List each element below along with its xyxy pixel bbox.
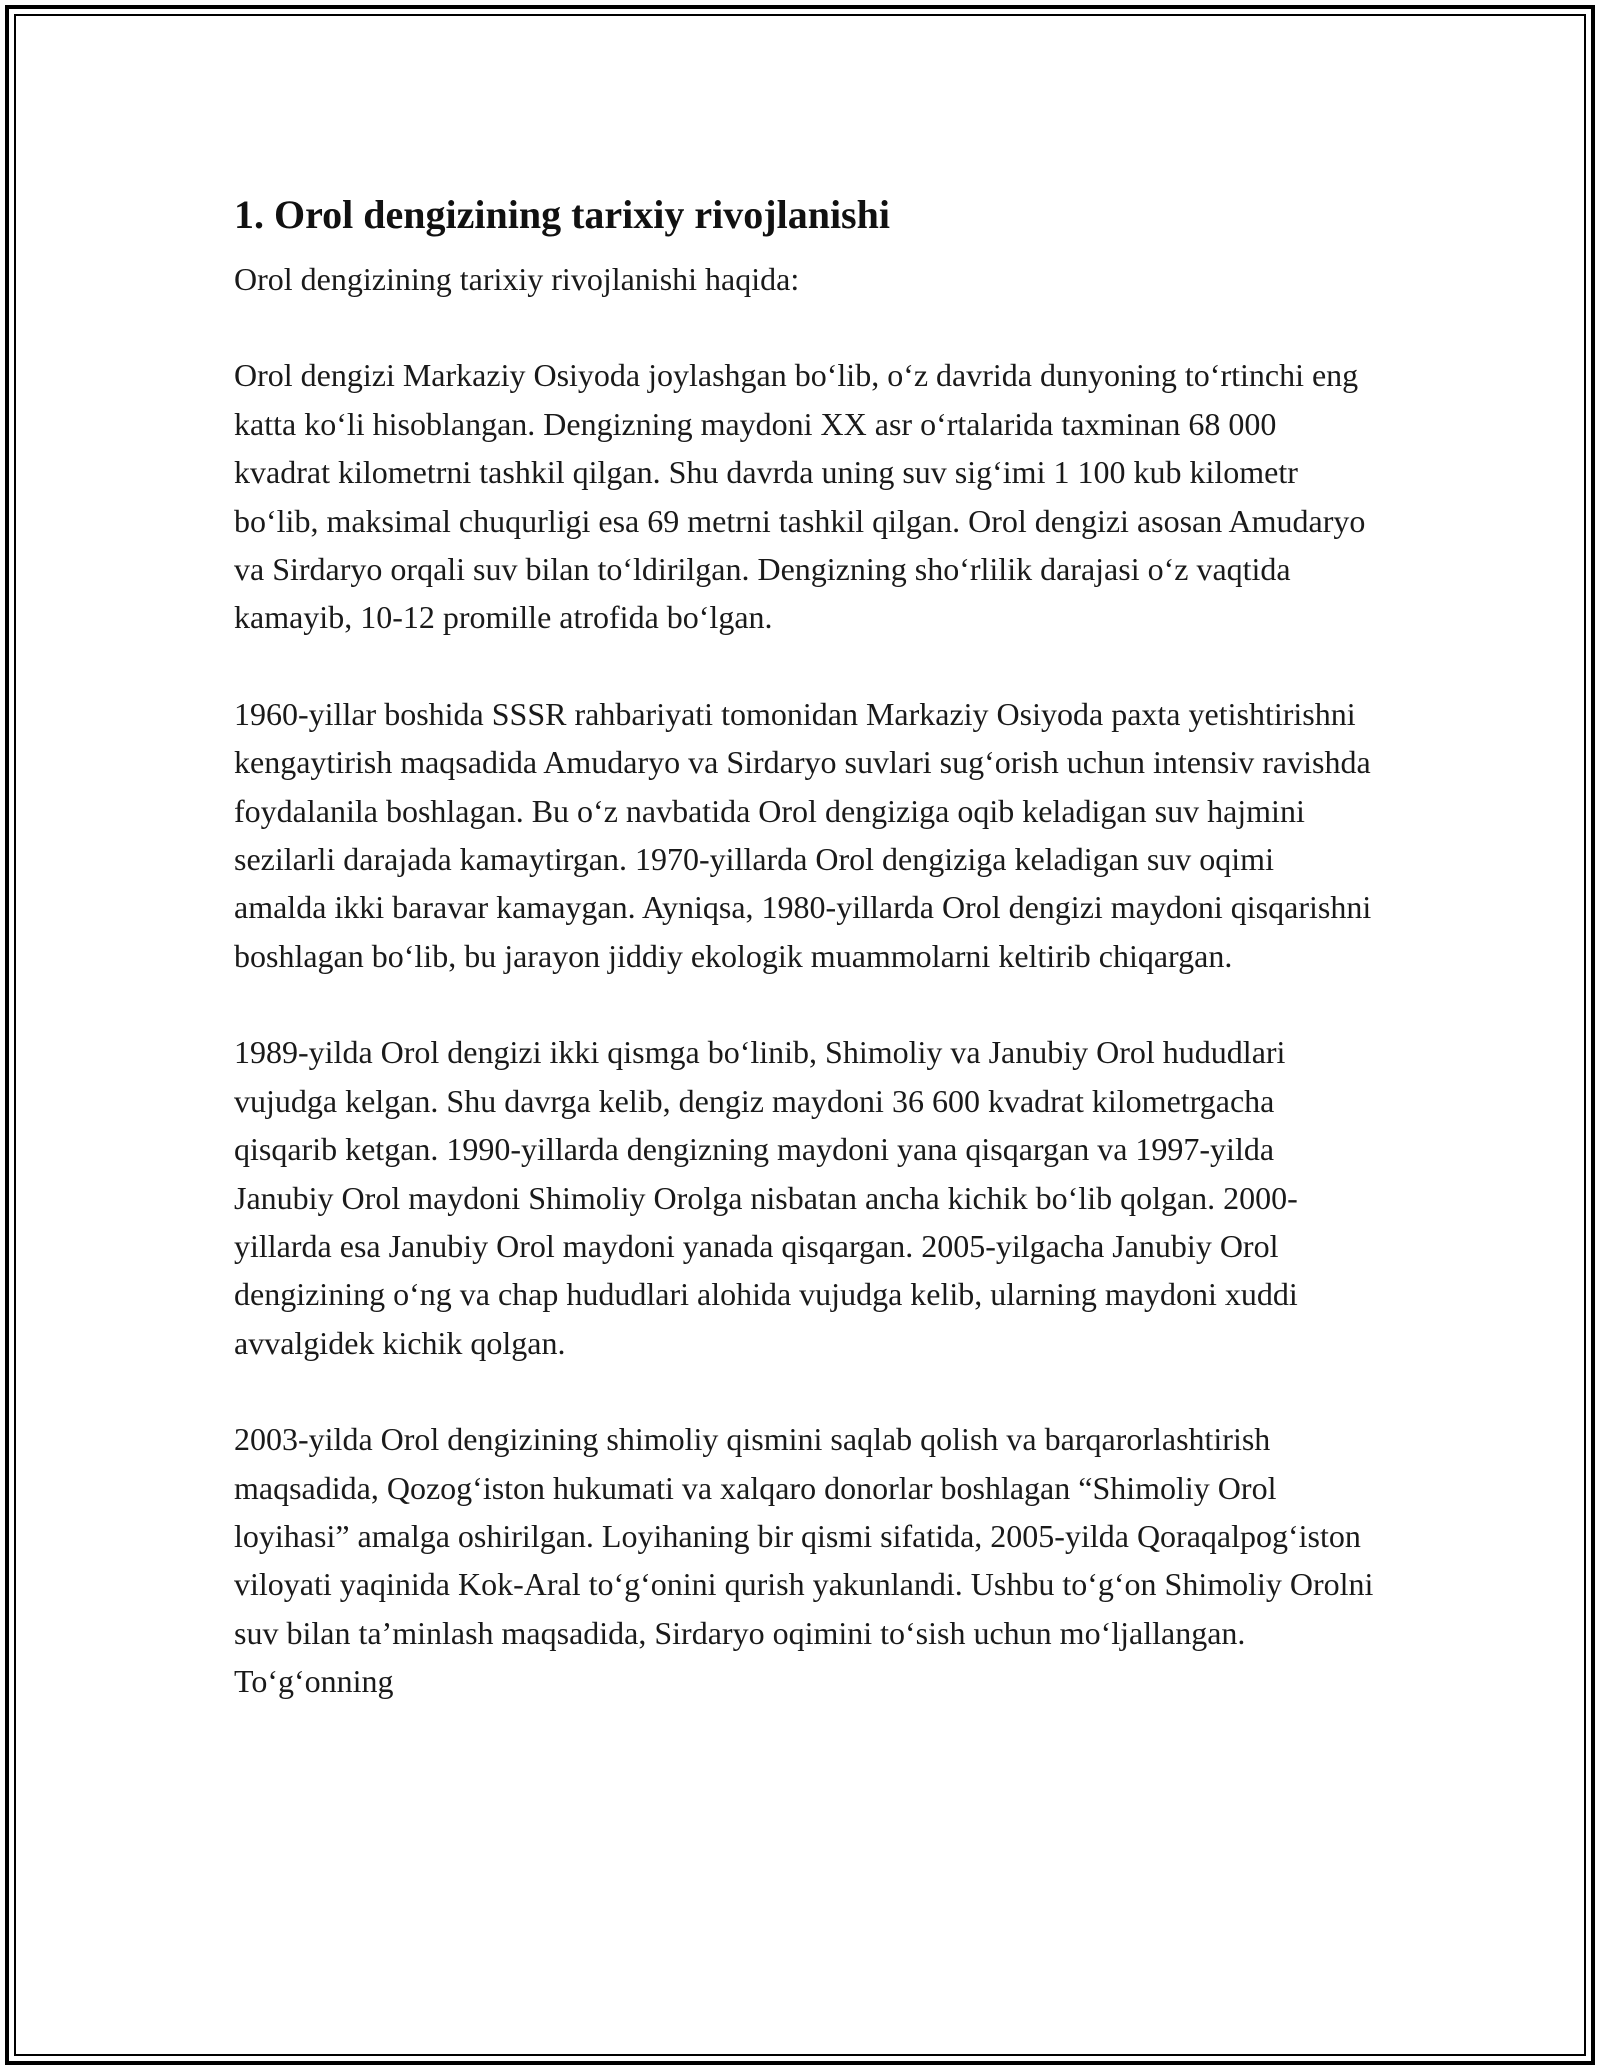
section-title: 1. Orol dengizining tarixiy rivojlanishi (234, 192, 890, 237)
paragraph-1: Orol dengizi Markaziy Osiyoda joylashgan bo‘lib, o‘z davrida dunyoning to‘rtinchi eng katta ko‘li hisoblangan. Dengizning maydoni XX asr o‘rtalarida taxminan 68 000 kvadrat kilometrni tashkil qilgan. Shu davrda uning suv sig‘imi 1 100 kub kilometr bo‘lib, maksimal chuqurligi esa 69 metrni tashkil qilgan. Orol dengizi asosan Amudaryo va Sirdaryo orqali suv bilan to‘ldirilgan. Dengizning sho‘rlilik darajasi o‘z vaqtida kamayib, 10-12 promille atrofida bo‘lgan. (234, 357, 1366, 636)
document-body (234, 185, 1374, 1754)
paragraph-3: 1989-yilda Orol dengizi ikki qismga bo‘linib, Shimoliy va Janubiy Orol hududlari vujudga kelgan. Shu davrga kelib, dengiz maydoni 36 600 kvadrat kilometrgacha qisqarib ketgan. 1990-yillarda dengizning maydoni yana qisqargan va 1997-yilda Janubiy Orol maydoni Shimoliy Orolga nisbatan ancha kichik bo‘lib qolgan. 2000-yillarda esa Janubiy Orol maydoni yanada qisqargan. 2005-yilgacha Janubiy Orol dengizining o‘ng va chap hududlari alohida vujudga kelib, ularning maydoni xuddi avvalgidek kichik qolgan. (234, 1034, 1298, 1361)
paragraph-4: 2003-yilda Orol dengizining shimoliy qismini saqlab qolish va barqarorlashtirish maqsadida, Qozog‘iston hukumati va xalqaro donorlar boshlagan “Shimoliy Orol loyihasi” amalga oshirilgan. Loyihaning bir qismi sifatida, 2005-yilda Qoraqalpog‘iston viloyati yaqinida Kok-Aral to‘g‘onini qurish yakunlandi. Ushbu to‘g‘on Shimoliy Orolni suv bilan ta’minlash maqsadida, Sirdaryo oqimini to‘sish uchun mo‘ljallangan. To‘g‘onning (234, 1421, 1374, 1700)
paragraph-2: 1960-yillar boshida SSSR rahbariyati tomonidan Markaziy Osiyoda paxta yetishtirishni kengaytirish maqsadida Amudaryo va Sirdaryo suvlari sug‘orish uchun intensiv ravishda foydalanila boshlagan. Bu o‘z navbatida Orol dengiziga oqib keladigan suv hajmini sezilarli darajada kamaytirgan. 1970-yillarda Orol dengiziga keladigan suv oqimi amalda ikki baravar kamaygan. Ayniqsa, 1980-yillarda Orol dengizi maydoni qisqarishni boshlagan bo‘lib, bu jarayon jiddiy ekologik muammolarni keltirib chiqargan. (234, 695, 1372, 974)
intro-line: Orol dengizining tarixiy rivojlanishi haqida: (234, 261, 800, 297)
